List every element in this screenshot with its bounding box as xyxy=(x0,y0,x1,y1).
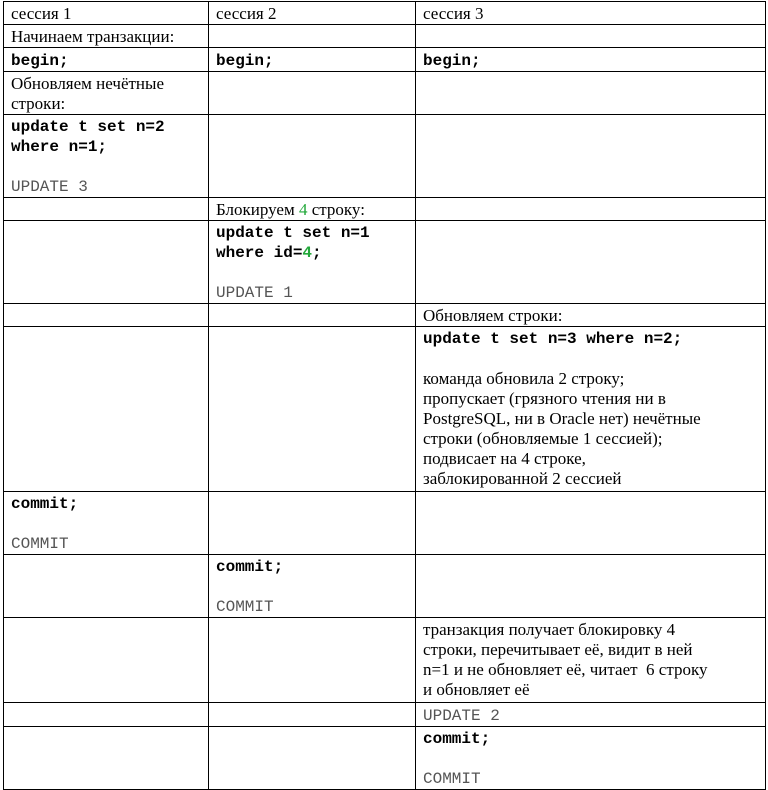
table-row xyxy=(4,72,766,115)
update-rows-text: Обновляем строки: xyxy=(416,304,766,327)
table-row xyxy=(4,727,766,790)
s2-commit-code: commit; xyxy=(216,558,284,576)
table-row xyxy=(4,25,766,48)
s1-update-line2: where n=1; xyxy=(11,138,108,156)
header-session-3: сессия 3 xyxy=(416,2,766,25)
table-row xyxy=(4,327,766,492)
s2-update-output: UPDATE 1 xyxy=(216,284,293,302)
table-row xyxy=(4,304,766,327)
s3-commit-output: COMMIT xyxy=(423,770,481,788)
header-session-2: сессия 2 xyxy=(209,2,416,25)
s1-update-line1: update t set n=2 xyxy=(11,118,165,136)
table-row xyxy=(4,703,766,727)
s2-update-line1: update t set n=1 xyxy=(216,224,370,242)
s1-commit-output: COMMIT xyxy=(11,535,69,553)
table-row xyxy=(4,48,766,72)
s2-begin-code: begin; xyxy=(216,52,274,70)
table-row xyxy=(4,115,766,198)
s1-update-output: UPDATE 3 xyxy=(11,178,88,196)
s3-update-description: команда обновила 2 строку; пропускает (грязного чтения ни в PostgreSQL, ни в Oracle нет) нечётные строки (обновляемые 1 сессией); подвисает на 4 строке, заблокированной 2 сессией xyxy=(423,369,701,488)
lock-row-text: Блокируем 4 строку: xyxy=(209,198,416,221)
s1-commit-code: commit; xyxy=(11,495,79,513)
table-row xyxy=(4,618,766,703)
table-row xyxy=(4,492,766,555)
s2-update-line2: where id=4; xyxy=(216,244,322,262)
s2-commit-output: COMMIT xyxy=(216,598,274,616)
s3-update-code: update t set n=3 where n=2; xyxy=(423,330,683,348)
s3-update-output: UPDATE 2 xyxy=(423,707,500,725)
start-transactions-text: Начинаем транзакции: xyxy=(4,25,209,48)
header-session-1: сессия 1 xyxy=(4,2,209,25)
s3-commit-code: commit; xyxy=(423,730,491,748)
table-row xyxy=(4,555,766,618)
table-row xyxy=(4,198,766,221)
s3-begin-code: begin; xyxy=(423,52,481,70)
update-odd-rows-text: Обновляем нечётные строки: xyxy=(4,72,209,115)
table-row-header xyxy=(4,2,766,25)
s3-lock-description: транзакция получает блокировку 4 строки, перечитывает её, видит в ней n=1 и не обновляет её, читает 6 строку и обновляет её xyxy=(416,618,766,703)
s1-begin-code: begin; xyxy=(11,52,69,70)
sessions-table xyxy=(3,1,766,790)
table-row xyxy=(4,221,766,304)
